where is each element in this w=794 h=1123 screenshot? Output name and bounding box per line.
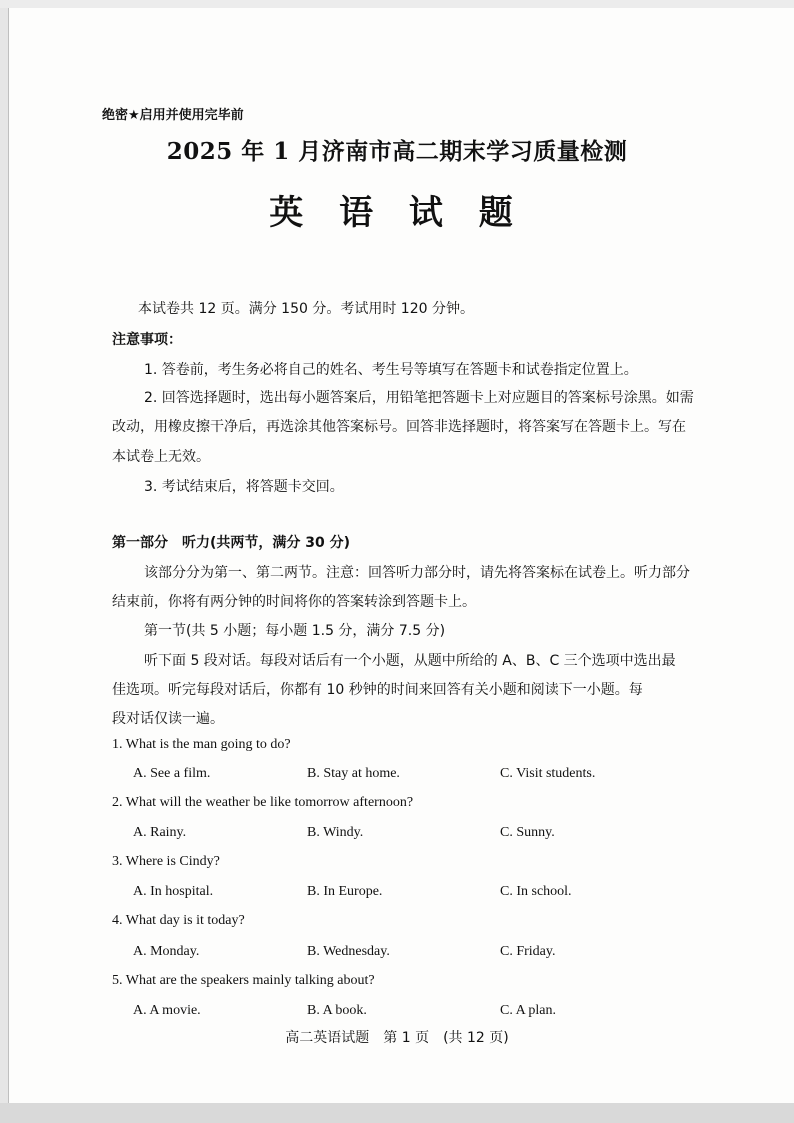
top-margin-strip [0,0,794,8]
note-item-2-cont: 本试卷上无效。 [112,449,210,465]
question-5-option-a: A. A movie. [133,1003,201,1018]
question-1-option-a: A. See a film. [133,766,211,781]
section1-heading: 第一节(共 5 小题；每小题 1.5 分，满分 7.5 分) [144,623,446,639]
bottom-margin-strip [0,1103,794,1123]
question-4-option-c: C. Friday. [500,944,556,959]
notes-heading: 注意事项： [112,332,182,348]
question-2-option-b: B. Windy. [307,825,364,840]
exam-title: 2025 年 1 月济南市高二期末学习质量检测 [166,138,628,165]
question-2-option-c: C. Sunny. [500,825,555,840]
question-3: 3. Where is Cindy? [112,854,220,869]
note-item-3: 3. 考试结束后，将答题卡交回。 [144,479,344,495]
note-item-2-cont: 改动，用橡皮擦干净后，再选涂其他答案标号。回答非选择题时，将答案写在答题卡上。写在 [112,419,686,435]
question-3-option-c: C. In school. [500,884,572,899]
question-2-option-a: A. Rainy. [133,825,187,840]
exam-subject: 英 语 试 题 [269,193,525,233]
question-4-option-a: A. Monday. [133,944,200,959]
question-4: 4. What day is it today? [112,913,245,928]
question-5-option-c: C. A plan. [500,1003,557,1018]
question-2: 2. What will the weather be like tomorrow afternoon? [112,795,414,810]
intro-text: 本试卷共 12 页。满分 150 分。考试用时 120 分钟。 [138,301,474,317]
part1-heading: 第一部分 听力(共两节，满分 30 分) [112,535,351,551]
question-3-option-b: B. In Europe. [307,884,383,899]
note-item-2: 2. 回答选择题时，选出每小题答案后，用铅笔把答题卡上对应题目的答案标号涂黑。如需 [144,390,694,406]
part1-desc: 该部分分为第一、第二两节。注意：回答听力部分时，请先将答案标在试卷上。听力部分 [144,565,690,581]
exam-page [8,8,794,1103]
question-3-option-a: A. In hospital. [133,884,214,899]
question-1: 1. What is the man going to do? [112,737,291,752]
confidential-label: 绝密★启用并使用完毕前 [102,108,244,123]
section1-instructions: 听下面 5 段对话。每段对话后有一个小题，从题中所给的 A、B、C 三个选项中选出最 [144,653,676,669]
question-1-option-c: C. Visit students. [500,766,596,781]
section1-instructions-cont: 佳选项。听完每段对话后，你都有 10 秒钟的时间来回答有关小题和阅读下一小题。每 [112,682,643,698]
page-footer: 高二英语试题 第 1 页 (共 12 页) [285,1030,509,1046]
note-item-1: 1. 答卷前，考生务必将自己的姓名、考生号等填写在答题卡和试卷指定位置上。 [144,362,638,378]
question-5: 5. What are the speakers mainly talking about? [112,973,375,988]
section1-instructions-cont: 段对话仅读一遍。 [112,711,224,727]
question-5-option-b: B. A book. [307,1003,367,1018]
part1-desc-cont: 结束前，你将有两分钟的时间将你的答案转涂到答题卡上。 [112,594,476,610]
question-4-option-b: B. Wednesday. [307,944,390,959]
question-1-option-b: B. Stay at home. [307,766,400,781]
